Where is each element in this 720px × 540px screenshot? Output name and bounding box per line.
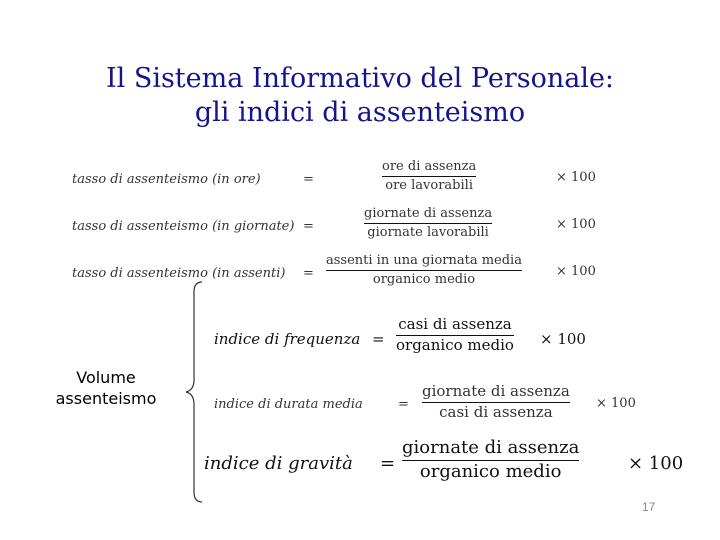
fraction [364, 207, 492, 239]
fraction-bar [326, 270, 522, 271]
curly-brace [180, 280, 206, 504]
slide-title [0, 62, 720, 130]
numerator: casi di assenza [398, 315, 512, 333]
formula-name: indice di durata media [214, 397, 363, 412]
multiplier: × 100 [628, 453, 684, 474]
formula-name: indice di frequenza [214, 330, 361, 348]
equals-sign: = [380, 453, 396, 474]
numerator: assenti in una giornata media [326, 253, 522, 268]
denominator: ore lavorabili [385, 177, 473, 193]
formula-name: tasso di assenteismo (in ore) [72, 172, 261, 187]
numerator: giornate di assenza [402, 437, 580, 458]
formula-name: indice di gravità [204, 453, 353, 474]
multiplier: × 100 [556, 217, 596, 232]
numerator: ore di assenza [382, 159, 477, 174]
multiplier: × 100 [540, 330, 586, 348]
equals-sign: = [303, 219, 314, 234]
numerator: giornate di assenza [364, 206, 493, 221]
formula-name: tasso di assenteismo (in giornate) [72, 219, 295, 234]
fraction [326, 254, 522, 286]
equals-sign: = [303, 266, 314, 281]
fraction-bar [382, 176, 476, 177]
numerator: giornate di assenza [422, 382, 570, 400]
equals-sign: = [398, 397, 409, 412]
denominator: organico medio [372, 271, 476, 287]
fraction [382, 160, 476, 192]
title-line-2: gli indici di assenteismo [194, 97, 526, 128]
denominator: casi di assenza [439, 402, 553, 421]
multiplier: × 100 [556, 264, 596, 279]
equals-sign: = [303, 172, 314, 187]
equals-sign: = [372, 330, 385, 348]
fraction [422, 384, 570, 421]
page-number: 17 [642, 500, 656, 514]
multiplier: × 100 [556, 170, 596, 185]
multiplier: × 100 [596, 396, 636, 411]
title-line-1: Il Sistema Informativo del Personale: [105, 63, 615, 94]
fraction [402, 439, 579, 482]
fraction [396, 317, 514, 354]
group-label: Volume assenteismo [55, 368, 157, 408]
fraction-bar [364, 223, 492, 224]
denominator: organico medio [419, 460, 562, 482]
denominator: giornate lavorabili [367, 224, 489, 240]
denominator: organico medio [396, 335, 514, 354]
formula-name: tasso di assenteismo (in assenti) [72, 266, 286, 281]
